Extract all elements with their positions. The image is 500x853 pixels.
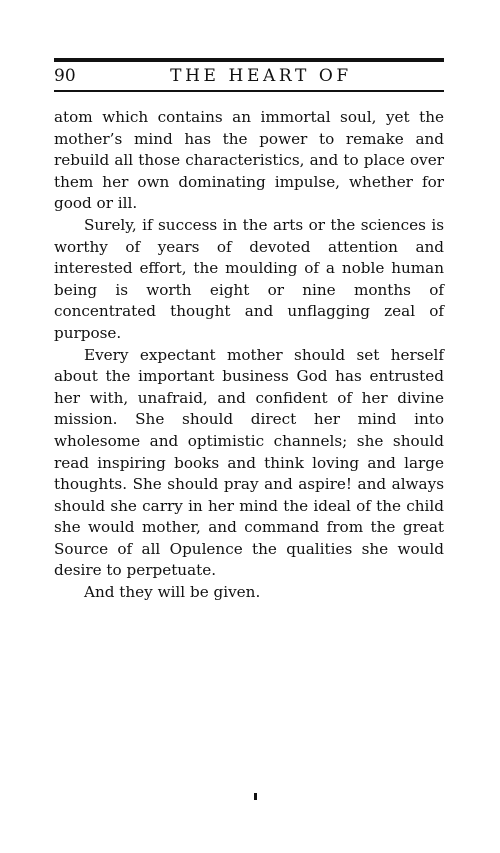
paragraph: Surely, if success in the arts or the sciences is worthy of years of devoted attention and interested effort, the moulding of a noble human being is worth eight or nine months of concentrated thought and unflagging zeal of purpose. [54,215,444,342]
printer-mark [254,793,257,800]
paragraph-continued: atom which contains an immortal soul, yet the mother’s mind has the power to remake and rebuild all those characteristics, and to place over them her own dominating impulse, whether for good or ill. [54,108,444,213]
paragraph: Every expectant mother should set herself about the important business God has entrusted her with, unafraid, and confident of her divine mission. She should direct her mind into wholesome and optimistic channels; she should read inspiring books and think loving and large thoughts. She should pray and aspire! and always should she carry in her mind the ideal of the child she would mother, and command from the great Source of all Opulence the qualities she would desire to perpetuate. [54,345,444,580]
header-rule [54,90,444,92]
page-body [54,107,444,604]
top-rule [54,58,444,62]
page-number: 90 [54,66,76,86]
running-title: THE HEART OF [170,66,352,86]
paragraph: And they will be given. [84,583,261,602]
